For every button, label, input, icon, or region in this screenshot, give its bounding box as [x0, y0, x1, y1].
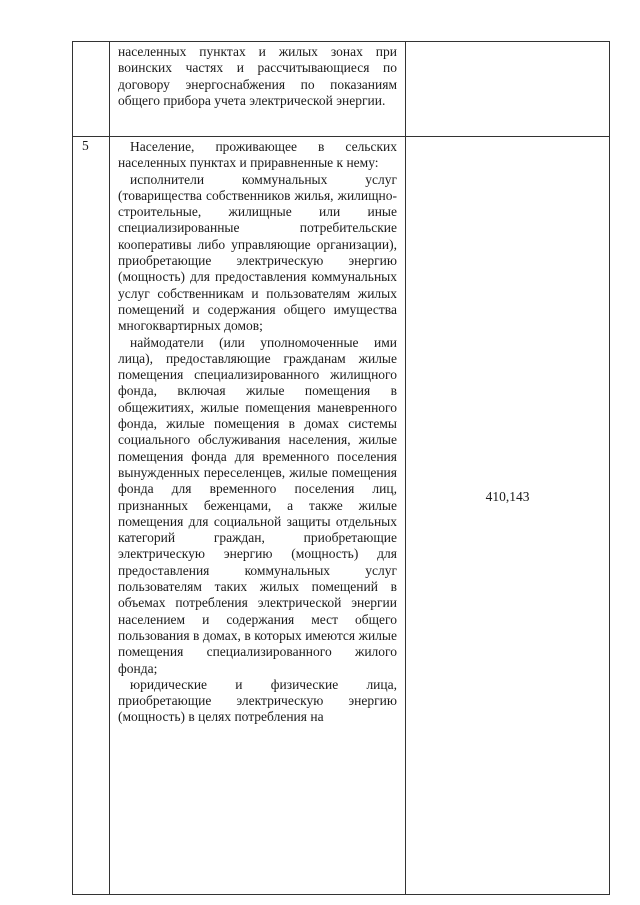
value-cell [406, 137, 610, 895]
tariff-table [72, 41, 610, 895]
category-description-cell [110, 42, 406, 137]
paragraph-landlords: наймодатели (или уполномоченные ими лица), предоставляющие гражданам жилые помещения специализированного жилищного фонда, включая жилые помещения в общежитиях, жилые помещения маневренного фонда, жилые помещения в домах системы социального обслуживания населения, жилые помещения фонда для временного поселения вынужденных переселенцев, жилые помещения фонда для временного поселения лиц, признанных беженцами, а также жилые помещения для социальной защиты отдельных категорий граждан, приобретающие электрическую энергию (мощность) для предоставления коммунальных услуг пользователям таких жилых помещений в объемах потребления электрической энергии населением и содержания мест общего пользования в домах, в которых имеются жилые помещения специализированного жилого фонда; [118, 334, 397, 676]
continuation-text: населенных пунктах и жилых зонах при воинских частях и рассчитывающиеся по договору энергоснабжения по показаниям общего прибора учета электрической энергии. [118, 44, 397, 108]
row-number-cell: 5 [73, 137, 110, 895]
table-row [73, 137, 610, 895]
paragraph-utility-providers: исполнители коммунальных услуг (товарищества собственников жилья, жилищно-строительные, жилищные или иные специализированные потребительские кооперативы либо управляющие организации), приобретающие электрическую энергию (мощность) для предоставления коммунальных услуг собственникам и пользователям жилых помещений и содержания общего имущества многоквартирных домов; [118, 171, 397, 334]
category-description-cell [110, 137, 406, 895]
value-cell-empty [406, 42, 610, 137]
tariff-value: 410,143 [485, 489, 530, 504]
paragraph-population: Население, проживающее в сельских населенных пунктах и приравненные к нему: [118, 139, 397, 171]
row-number-cell-empty [73, 42, 110, 137]
table-row [73, 42, 610, 137]
paragraph-legal-entities: юридические и физические лица, приобретающие электрическую энергию (мощность) в целях потребления на [118, 676, 397, 725]
